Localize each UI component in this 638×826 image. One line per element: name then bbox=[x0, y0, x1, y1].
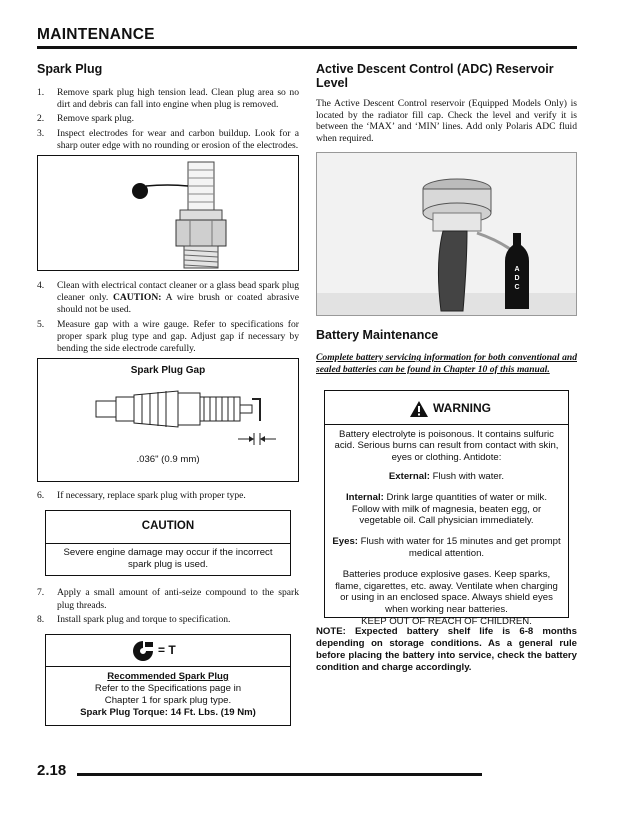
page-footer bbox=[37, 762, 482, 782]
warning-header bbox=[325, 391, 568, 425]
warning-body bbox=[325, 425, 568, 628]
torque-wrench-icon bbox=[132, 640, 154, 662]
step-number: 4. bbox=[37, 280, 45, 292]
step-item bbox=[37, 87, 299, 111]
spark-plug-heading: Spark Plug bbox=[37, 62, 103, 76]
step-text: Install spark plug and torque to specification. bbox=[57, 613, 231, 625]
spark-plug-steps-mid bbox=[37, 280, 299, 355]
step-item bbox=[37, 128, 299, 152]
step-item bbox=[37, 490, 299, 502]
caution-box bbox=[45, 510, 291, 576]
spark-plug-steps-b bbox=[37, 587, 299, 626]
step-text-cont: A wire brush or coated abrasive should not be used. bbox=[57, 292, 299, 316]
battery-shelf-note: NOTE: Expected battery shelf life is 6-8 months depending on storage conditions. As a general rule before placing the battery into service, check the battery condition and charge accordingly. bbox=[316, 625, 577, 673]
internal-label: Internal: bbox=[345, 491, 384, 503]
step-number: 2. bbox=[37, 113, 45, 125]
adc-paragraph: The Active Descent Control reservoir (Equipped Models Only) is located by the radiator fill cap. Check the level and verify it is between the ‘MAX’ and ‘MIN’ lines. Add only Polaris ADC fluid when required. bbox=[316, 98, 577, 144]
internal-text: Drink large quantities of water or milk. Follow with milk of magnesia, beaten egg, or vegetable oil. Call physician immediately. bbox=[351, 491, 548, 527]
warning-para-3: KEEP OUT OF REACH OF CHILDREN. bbox=[361, 615, 532, 627]
step-number: 6. bbox=[37, 490, 45, 502]
caution-title: CAUTION bbox=[46, 511, 290, 544]
eyes-label: Eyes: bbox=[332, 536, 358, 548]
gap-figure-title: Spark Plug Gap bbox=[130, 365, 206, 377]
step-text: Remove spark plug. bbox=[57, 113, 135, 125]
step-number: 1. bbox=[37, 87, 45, 98]
torque-symbol-row bbox=[46, 635, 290, 667]
warning-title: WARNING bbox=[433, 400, 491, 415]
torque-symbol-text: = T bbox=[158, 643, 176, 658]
caution-text: Severe engine damage may occur if the incorrect spark plug is used. bbox=[63, 547, 273, 571]
external-label: External: bbox=[388, 470, 430, 482]
step-text: If necessary, replace spark plug with proper type. bbox=[57, 490, 246, 502]
step-item bbox=[37, 319, 299, 356]
warning-para-1: Battery electrolyte is poisonous. It contains sulfuric acid. Serious burns can result from contact with skin, eyes or clothing. Antidote: bbox=[334, 428, 559, 464]
caution-inline-label: CAUTION: bbox=[112, 292, 162, 304]
step-text: Inspect electrodes for wear and carbon buildup. Look for a sharp outer edge with no rounding or erosion of the electrodes. bbox=[57, 127, 299, 151]
torque-box-line2: Chapter 1 for spark plug type. bbox=[104, 695, 232, 707]
step-item bbox=[37, 280, 299, 317]
spark-plug-steps-a bbox=[37, 87, 299, 152]
battery-reference-note: Complete battery servicing information for both conventional and sealed batteries can be found in Chapter 10 of this manual. bbox=[316, 352, 577, 375]
spark-plug-step6 bbox=[37, 490, 299, 502]
torque-box-title: Recommended Spark Plug bbox=[107, 671, 229, 683]
step-number: 7. bbox=[37, 587, 45, 599]
adc-heading: Active Descent Control (ADC) Reservoir Level bbox=[316, 62, 554, 90]
right-column bbox=[316, 62, 577, 674]
warning-external bbox=[331, 471, 562, 483]
spark-plug-gap-figure bbox=[37, 358, 299, 482]
step-text: Apply a small amount of anti-seize compound to the spark plug threads. bbox=[57, 587, 299, 611]
spark-plug-illustration bbox=[38, 156, 298, 270]
page-title: MAINTENANCE bbox=[37, 26, 155, 43]
gap-value-label: .036" (0.9 mm) bbox=[136, 454, 200, 466]
warning-triangle-icon bbox=[409, 400, 429, 418]
step-text: Remove spark plug high tension lead. Clean plug area so no dirt and debris can fall into engine when plug is removed. bbox=[57, 87, 299, 111]
battery-heading: Battery Maintenance bbox=[316, 328, 439, 343]
warning-eyes bbox=[331, 536, 562, 560]
step-item bbox=[37, 113, 299, 125]
torque-box-value: Spark Plug Torque: 14 Ft. Lbs. (19 Nm) bbox=[80, 707, 256, 719]
left-column bbox=[37, 62, 299, 726]
spark-plug-photo-figure bbox=[37, 155, 299, 271]
adc-bottle-label: A D C bbox=[514, 266, 520, 292]
adc-reservoir-illustration bbox=[317, 153, 576, 315]
torque-spec-box bbox=[45, 634, 291, 726]
eyes-text: Flush with water for 15 minutes and get prompt medical attention. bbox=[360, 536, 561, 559]
step-text: Measure gap with a wire gauge. Refer to specifications for proper spark plug type and gap. Adjust gap if necessary by bending the side electrode carefully. bbox=[57, 318, 299, 355]
page-number: 2.18 bbox=[37, 762, 67, 779]
step-item bbox=[37, 614, 299, 626]
page-header bbox=[37, 26, 577, 49]
step-number: 5. bbox=[37, 318, 45, 330]
spark-plug-side-diagram bbox=[38, 381, 298, 461]
header-rule bbox=[37, 46, 577, 49]
step-number: 3. bbox=[37, 127, 45, 139]
warning-internal bbox=[331, 492, 562, 527]
step-number: 8. bbox=[37, 613, 45, 625]
warning-para-2: Batteries produce explosive gases. Keep sparks, flame, cigarettes, etc. away. Ventilate when charging or using in an enclosed space. Always shield eyes when working near batteries. bbox=[335, 568, 558, 616]
warning-box bbox=[324, 390, 569, 627]
torque-box-line1: Refer to the Specifications page in bbox=[94, 683, 242, 695]
step-item bbox=[37, 587, 299, 611]
adc-reservoir-photo bbox=[316, 152, 577, 316]
step-text: Clean with electrical contact cleaner or a glass bead spark plug cleaner only. bbox=[57, 280, 299, 304]
footer-rule bbox=[77, 773, 482, 776]
external-text: Flush with water. bbox=[432, 470, 505, 482]
